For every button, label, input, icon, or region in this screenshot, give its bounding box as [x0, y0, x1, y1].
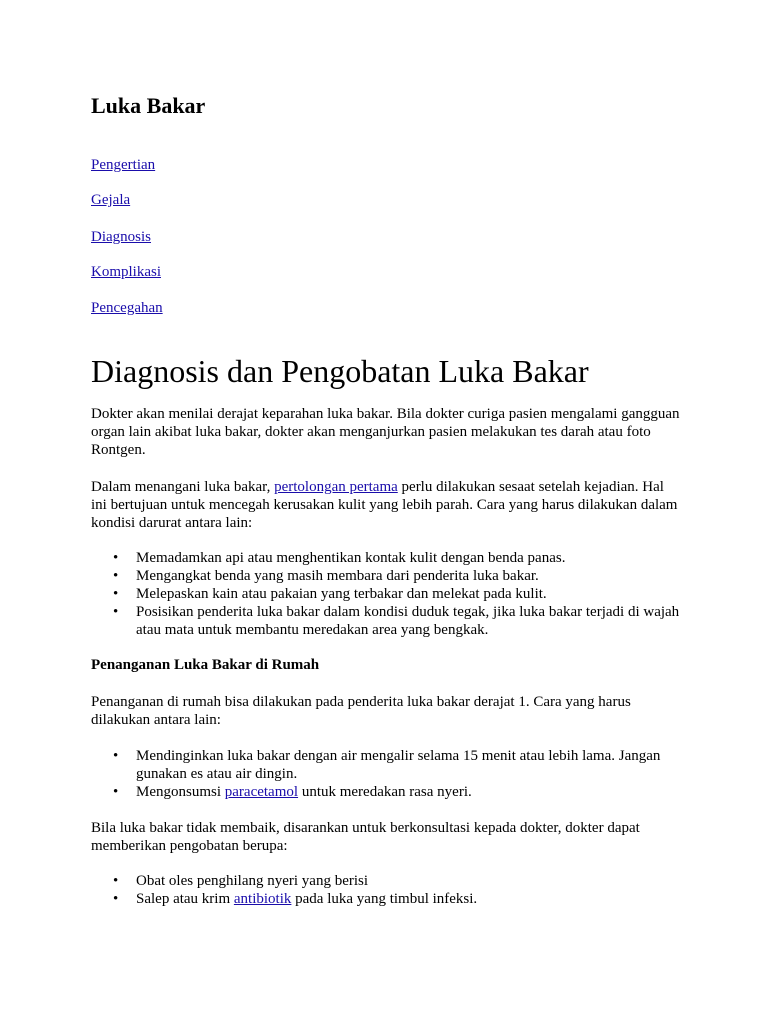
list-item: • Obat oles penghilang nyeri yang berisi — [91, 872, 681, 890]
toc-link-gejala[interactable]: Gejala — [91, 192, 131, 208]
subheading-home-care: Penanganan Luka Bakar di Rumah — [91, 657, 320, 673]
list-item-text: untuk meredakan rasa nyeri. — [298, 784, 472, 800]
paragraph-doctor: Bila luka bakar tidak membaik, disarankan untuk berkonsultasi kepada dokter, dokter dapat memberikan pengobatan berupa: — [91, 820, 640, 854]
list-item — [91, 890, 681, 908]
link-paracetamol[interactable]: paracetamol — [224, 784, 299, 800]
paragraph-text: perlu dilakukan sesaat setelah kejadian. Hal ini bertujuan untuk mencegah kerusakan kulit yang lebih parah. Cara yang harus dilakukan dalam kondisi darurat antara lain: — [91, 479, 678, 531]
link-antibiotik[interactable]: antibiotik — [233, 891, 292, 907]
paragraph-intro: Dokter akan menilai derajat keparahan luka bakar. Bila dokter curiga pasien mengalami gangguan organ lain akibat luka bakar, dokter akan menganjurkan pasien melakukan tes darah atau foto Rontgen. — [91, 406, 680, 458]
home-care-list — [91, 747, 681, 801]
list-item: • Mengangkat benda yang masih membara dari penderita luka bakar. — [91, 567, 681, 585]
paragraph-text: Dalam menangani luka bakar, — [91, 479, 275, 495]
list-item-text: pada luka yang timbul infeksi. — [291, 891, 478, 907]
list-item — [91, 783, 681, 801]
page-title: Luka Bakar — [91, 93, 206, 118]
toc-link-komplikasi[interactable]: Komplikasi — [91, 264, 161, 280]
treatment-list — [91, 872, 681, 908]
list-item: • Posisikan penderita luka bakar dalam kondisi duduk tegak, jika luka bakar terjadi di wajah atau mata untuk membantu meredakan area yang bengkak. — [91, 603, 681, 639]
section-title: Diagnosis dan Pengobatan Luka Bakar — [91, 353, 589, 389]
toc-link-pengertian[interactable]: Pengertian — [91, 157, 156, 173]
list-item: • Melepaskan kain atau pakaian yang terbakar dan melekat pada kulit. — [91, 585, 681, 603]
toc-link-diagnosis[interactable]: Diagnosis — [91, 229, 151, 245]
list-item: • Mendinginkan luka bakar dengan air mengalir selama 15 menit atau lebih lama. Jangan gunakan es atau air dingin. — [91, 747, 681, 783]
list-item: • Memadamkan api atau menghentikan kontak kulit dengan benda panas. — [91, 549, 681, 567]
toc-link-pencegahan[interactable]: Pencegahan — [91, 300, 163, 316]
list-item-text: Salep atau krim — [136, 891, 234, 907]
paragraph-first-aid — [91, 478, 681, 532]
paragraph-home-care: Penanganan di rumah bisa dilakukan pada penderita luka bakar derajat 1. Cara yang harus dilakukan antara lain: — [91, 694, 631, 728]
link-pertolongan-pertama[interactable]: pertolongan pertama — [274, 479, 398, 495]
list-item-text: Mengonsumsi — [136, 784, 225, 800]
emergency-steps-list — [91, 549, 681, 639]
